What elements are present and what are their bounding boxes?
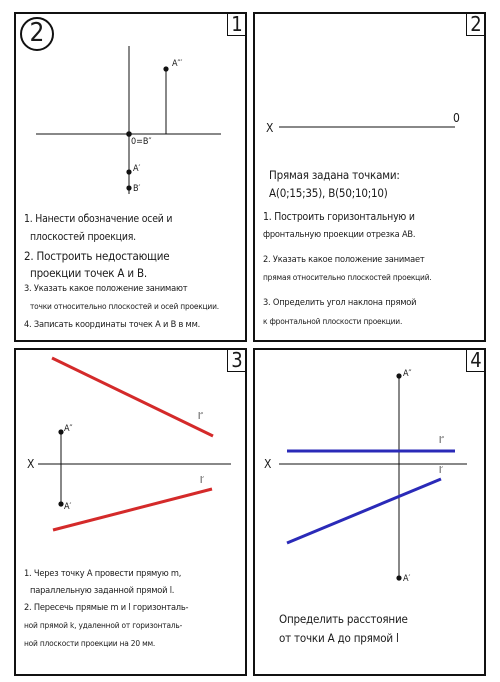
card-number: 1: [227, 12, 247, 36]
label-a-frontal: A″: [403, 369, 412, 379]
task-line: 2. Построить недостающие: [24, 249, 170, 263]
distance-drawing: [255, 350, 486, 676]
task-line: проекции точек А и В.: [30, 266, 147, 280]
task-line: 3. Указать какое положение занимают: [24, 283, 188, 294]
line-l-horizontal: [287, 479, 441, 543]
task-card-2: [253, 12, 486, 342]
label-x-axis: X: [27, 457, 35, 471]
card-number: 2: [466, 12, 486, 36]
task-line: 1. Построить горизонтальную и: [263, 211, 415, 223]
label-l-frontal: l″: [198, 412, 204, 422]
label-l-horizontal: l′: [439, 466, 444, 476]
label-origin: 0: [453, 111, 460, 125]
task-line: прямая относительно плоскостей проекций.: [263, 272, 432, 282]
task-line: 2. Пересечь прямые m и l горизонталь-: [24, 602, 189, 613]
point-a-horizontal-dot: [58, 501, 63, 506]
task-line: от точки А до прямой l: [279, 631, 399, 645]
label-l-horizontal: l′: [200, 476, 205, 486]
task-line: точки относительно плоскостей и осей проекции.: [30, 301, 219, 311]
label-x-axis: X: [266, 121, 274, 135]
line-l-frontal: [52, 358, 213, 436]
point-a-horizontal-dot: [396, 575, 401, 580]
task-line: ной прямой k, удаленной от горизонталь-: [24, 620, 183, 630]
task-line: ной плоскости проекции на 20 мм.: [24, 638, 156, 648]
task-line: 3. Определить угол наклона прямой: [263, 297, 417, 308]
task-line: 1. Нанести обозначение осей и: [24, 213, 173, 225]
task-card-1: [14, 12, 247, 342]
task-line: Определить расстояние: [279, 612, 408, 626]
point-a-frontal-dot: [396, 373, 401, 378]
task-line: плоскостей проекция.: [30, 231, 136, 243]
task-line: А(0;15;35), В(50;10;10): [269, 186, 388, 200]
label-a-frontal: A″′: [172, 59, 183, 69]
task-card-4: [253, 348, 486, 676]
task-line: к фронтальной плоскости проекции.: [263, 316, 403, 326]
card-number: 3: [227, 348, 247, 372]
label-l-frontal: l″: [439, 436, 445, 446]
task-line: параллельную заданной прямой l.: [30, 585, 175, 596]
variant-number-circle: 2: [20, 17, 54, 51]
label-a-horizontal: A′: [133, 164, 141, 174]
task-line: 1. Через точку А провести прямую m,: [24, 568, 182, 579]
label-x-axis: X: [264, 457, 272, 471]
task-line: фронтальную проекции отрезка АВ.: [263, 229, 416, 240]
label-b-horizontal: B′: [133, 184, 141, 194]
point-a-frontal-dot: [58, 429, 63, 434]
point-a-frontal-dot: [163, 66, 168, 71]
task-card-3: [14, 348, 247, 676]
label-a-horizontal: A′: [403, 574, 411, 584]
point-a-horizontal-dot: [126, 169, 131, 174]
task-line: 2. Указать какое положение занимает: [263, 254, 425, 265]
card-number: 4: [466, 348, 486, 372]
label-a-frontal: A″: [64, 424, 73, 434]
line-l-horizontal: [53, 489, 212, 530]
task-line: Прямая задана точками:: [269, 168, 400, 182]
label-a-horizontal: A′: [64, 502, 72, 512]
label-o-b: 0=B″: [131, 137, 152, 147]
task-line: 4. Записать координаты точек А и В в мм.: [24, 319, 201, 330]
point-o-b-dot: [126, 131, 132, 137]
point-b-horizontal-dot: [126, 185, 131, 190]
